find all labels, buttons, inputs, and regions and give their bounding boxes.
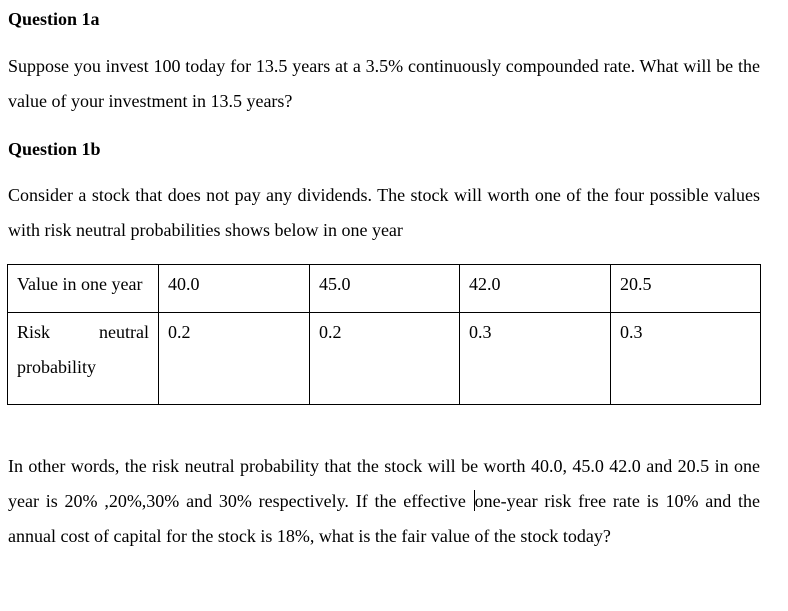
table-cell: 40.0 (159, 265, 310, 313)
table-cell: 45.0 (310, 265, 460, 313)
table-cell: 0.2 (310, 312, 460, 404)
table-cell: 0.2 (159, 312, 310, 404)
outcomes-table (7, 264, 761, 405)
row-label-probability: Risk neutral probability (8, 312, 159, 404)
table-cell: 42.0 (460, 265, 611, 313)
table-row-value (8, 265, 761, 313)
row-label-value: Value in one year (8, 265, 159, 313)
closing-text-end: one-year risk free rate is 10% and the annual cost of capital for the stock is 18%, what is the fair value of the stock today? (8, 491, 760, 546)
question-1a-heading: Question 1a (8, 9, 100, 29)
question-1b-closing[interactable] (8, 449, 760, 554)
table-cell: 0.3 (611, 312, 761, 404)
table-cell: 0.3 (460, 312, 611, 404)
question-1b-heading: Question 1b (8, 139, 101, 159)
question-1b-intro[interactable]: Consider a stock that does not pay any dividends. The stock will worth one of the four possible values with risk neutral probabilities shows below in one year (8, 185, 760, 240)
question-1a-text[interactable]: Suppose you invest 100 today for 13.5 years at a 3.5% continuously compounded rate. What will be the value of your investment in 13.5 years? (8, 56, 760, 111)
table-cell: 20.5 (611, 265, 761, 313)
table-row-probability (8, 312, 761, 404)
closing-text-start: In other words, the risk neutral probability that the stock will be worth 40.0, 45.0 42.0 and 20.5 in one year is 20% ,20%,30% and 30% respectively. If the effective (8, 456, 760, 511)
